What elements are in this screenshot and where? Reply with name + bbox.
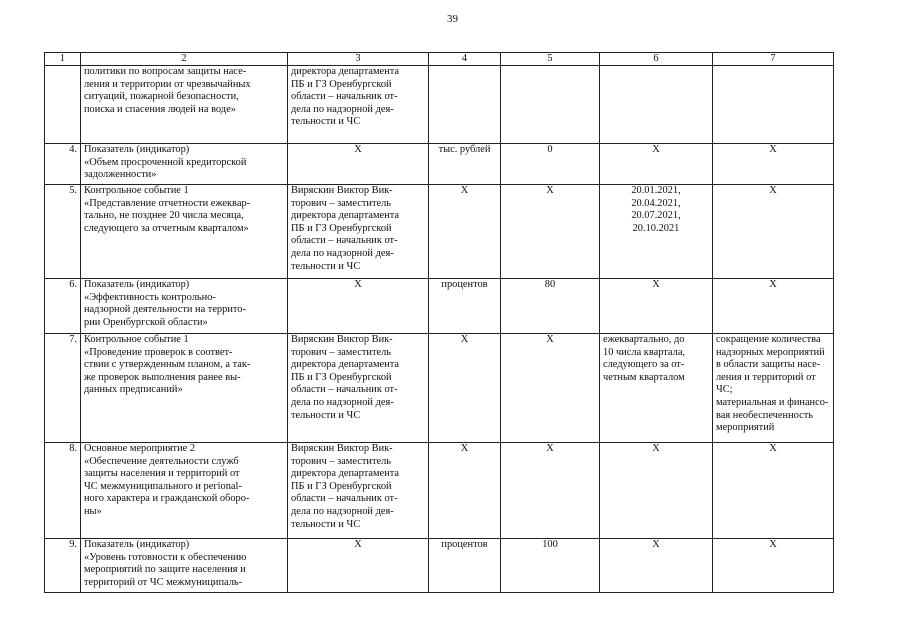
- column-number-row: [45, 53, 834, 66]
- unit-cell: [429, 66, 501, 144]
- value-cell: 100: [501, 539, 600, 593]
- responsible-person: X: [288, 539, 429, 593]
- column-header: 5: [501, 53, 600, 66]
- responsible-person: X: [288, 279, 429, 334]
- table-row: [45, 334, 834, 443]
- unit-cell: X: [429, 185, 501, 279]
- column-header: 7: [713, 53, 834, 66]
- unit-cell: процентов: [429, 539, 501, 593]
- risks-cell: X: [713, 279, 834, 334]
- table-row: [45, 443, 834, 539]
- event-name: Показатель (индикатор) «Объем просроченной кредиторской задолженности»: [81, 144, 288, 185]
- table-row: [45, 279, 834, 334]
- risks-cell: X: [713, 185, 834, 279]
- value-cell: 80: [501, 279, 600, 334]
- unit-cell: X: [429, 334, 501, 443]
- responsible-person: Виряскин Виктор Вик- торович – заместитель директора департамента ПБ и ГЗ Оренбургской области – начальник от- дела по надзорной дея- тельности и ЧС: [288, 185, 429, 279]
- value-cell: X: [501, 443, 600, 539]
- event-name: Показатель (индикатор) «Уровень готовности к обеспечению мероприятий по защите населения и территорий от ЧС межмуниципаль-: [81, 539, 288, 593]
- unit-cell: X: [429, 443, 501, 539]
- column-header: 6: [600, 53, 713, 66]
- risks-cell: сокращение количества надзорных мероприятий в области защиты насе- ления и территорий от ЧС; материальная и финансо- вая необеспеченность мероприятий: [713, 334, 834, 443]
- column-header: 2: [81, 53, 288, 66]
- column-header: 4: [429, 53, 501, 66]
- responsible-person: директора департамента ПБ и ГЗ Оренбургской области – начальник от- дела по надзорной дея- тельности и ЧС: [288, 66, 429, 144]
- value-cell: 0: [501, 144, 600, 185]
- risks-cell: X: [713, 443, 834, 539]
- row-number: 9.: [45, 539, 81, 593]
- event-name: Контрольное событие 1 «Представление отчетности ежеквар- тально, не позднее 20 числа месяца, следующего за отчетным кварталом»: [81, 185, 288, 279]
- row-number: 5.: [45, 185, 81, 279]
- value-cell: X: [501, 185, 600, 279]
- row-number: 7.: [45, 334, 81, 443]
- deadline-cell: [600, 66, 713, 144]
- row-number: [45, 66, 81, 144]
- event-name: Основное мероприятие 2 «Обеспечение деятельности служб защиты населения и территорий от ЧС межмуниципального и регional- ного характера и гражданской оборо- ны»: [81, 443, 288, 539]
- risks-cell: X: [713, 539, 834, 593]
- deadline-cell: X: [600, 279, 713, 334]
- row-number: 6.: [45, 279, 81, 334]
- risks-cell: X: [713, 144, 834, 185]
- deadline-cell: X: [600, 443, 713, 539]
- responsible-person: Виряскин Виктор Вик- торович – заместитель директора департамента ПБ и ГЗ Оренбургской области – начальник от- дела по надзорной дея- тельности и ЧС: [288, 334, 429, 443]
- responsible-person: X: [288, 144, 429, 185]
- table-row: [45, 539, 834, 593]
- table-row: [45, 185, 834, 279]
- column-header: 1: [45, 53, 81, 66]
- unit-cell: тыс. рублей: [429, 144, 501, 185]
- risks-cell: [713, 66, 834, 144]
- row-number: 4.: [45, 144, 81, 185]
- row-number: 8.: [45, 443, 81, 539]
- deadline-cell: ежеквартально, до 10 числа квартала, следующего за от- четным кварталом: [600, 334, 713, 443]
- plan-table: [44, 52, 834, 593]
- unit-cell: процентов: [429, 279, 501, 334]
- event-name: Показатель (индикатор) «Эффективность контрольно- надзорной деятельности на террито- рии Оренбургской области»: [81, 279, 288, 334]
- event-name: политики по вопросам защиты насе- ления и территории от чрезвычайных ситуаций, пожарной безопасности, поиска и спасения людей на воде»: [81, 66, 288, 144]
- deadline-cell: X: [600, 539, 713, 593]
- table-row: [45, 144, 834, 185]
- column-header: 3: [288, 53, 429, 66]
- value-cell: [501, 66, 600, 144]
- deadline-cell: 20.01.2021, 20.04.2021, 20.07.2021, 20.10.2021: [600, 185, 713, 279]
- value-cell: X: [501, 334, 600, 443]
- page-number: 39: [447, 13, 458, 25]
- table-row: [45, 66, 834, 144]
- event-name: Контрольное событие 1 «Проведение проверок в соответ- ствии с утвержденным планом, а так- же проверок выполнения ранее вы- данных предписаний»: [81, 334, 288, 443]
- deadline-cell: X: [600, 144, 713, 185]
- responsible-person: Виряскин Виктор Вик- торович – заместитель директора департамента ПБ и ГЗ Оренбургской области – начальник от- дела по надзорной дея- тельности и ЧС: [288, 443, 429, 539]
